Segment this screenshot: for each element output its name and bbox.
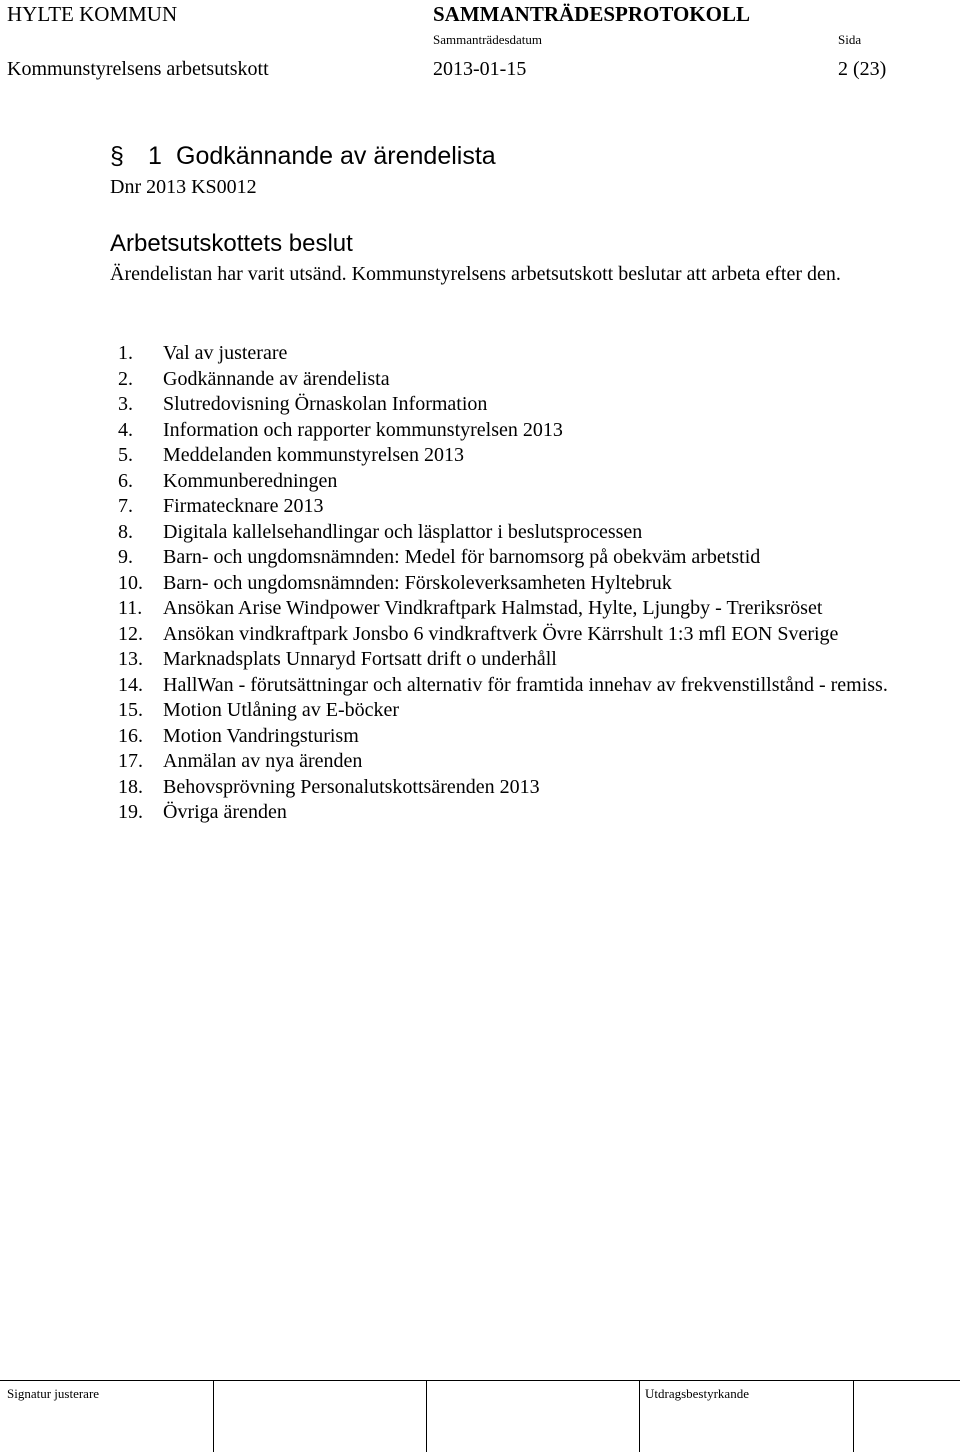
agenda-item-text: Övriga ärenden bbox=[163, 801, 287, 823]
agenda-item-text: HallWan - förutsättningar och alternativ för framtida innehav av frekvenstillstånd - remiss. bbox=[163, 673, 888, 696]
page-label: Sida bbox=[838, 32, 862, 47]
footer-cell-divider bbox=[853, 1380, 854, 1452]
agenda-item-text: Information och rapporter kommunstyrelsen 2013 bbox=[163, 418, 563, 441]
agenda-item-number: 19. bbox=[118, 801, 143, 823]
agenda-item bbox=[118, 520, 918, 546]
agenda-list bbox=[118, 341, 918, 826]
agenda-item bbox=[118, 647, 918, 673]
agenda-item-number: 1. bbox=[118, 342, 133, 364]
agenda-item-number: 5. bbox=[118, 444, 133, 466]
agenda-item bbox=[118, 469, 918, 495]
agenda-item bbox=[118, 775, 918, 801]
agenda-item bbox=[118, 698, 918, 724]
agenda-item bbox=[118, 571, 918, 597]
agenda-item-text: Barn- och ungdomsnämnden: Medel för barnomsorg på obekväm arbetstid bbox=[163, 546, 761, 568]
page-number: 2 (23) bbox=[838, 58, 887, 80]
agenda-item bbox=[118, 392, 918, 418]
agenda-item-number: 15. bbox=[118, 699, 143, 721]
agenda-item-text: Digitala kallelsehandlingar och läsplattor i beslutsprocessen bbox=[163, 520, 643, 543]
meeting-date: 2013-01-15 bbox=[433, 58, 527, 80]
agenda-item bbox=[118, 341, 918, 367]
agenda-item-number: 8. bbox=[118, 520, 133, 543]
committee-name: Kommunstyrelsens arbetsutskott bbox=[7, 58, 269, 80]
extract-certification-label: Utdragsbestyrkande bbox=[645, 1386, 749, 1401]
agenda-item bbox=[118, 494, 918, 520]
agenda-item-number: 16. bbox=[118, 724, 143, 747]
agenda-item-number: 7. bbox=[118, 495, 133, 517]
agenda-item-number: 13. bbox=[118, 648, 143, 670]
agenda-item-text: Marknadsplats Unnaryd Fortsatt drift o underhåll bbox=[163, 648, 557, 670]
agenda-item-number: 17. bbox=[118, 750, 143, 772]
decision-text: Ärendelistan har varit utsänd. Kommunstyrelsens arbetsutskott beslutar att arbeta efter den. bbox=[110, 263, 841, 285]
agenda-item-text: Firmatecknare 2013 bbox=[163, 495, 324, 517]
agenda-item-text: Anmälan av nya ärenden bbox=[163, 750, 363, 772]
agenda-item-text: Meddelanden kommunstyrelsen 2013 bbox=[163, 444, 465, 466]
agenda-item-number: 2. bbox=[118, 367, 133, 390]
section-title: Godkännande av ärendelista bbox=[176, 142, 496, 170]
document-title: SAMMANTRÄDESPROTOKOLL bbox=[433, 2, 750, 26]
agenda-item-text: Ansökan Arise Windpower Vindkraftpark Halmstad, Hylte, Ljungby - Treriksröset bbox=[163, 597, 823, 619]
footer-cell-divider bbox=[639, 1380, 640, 1452]
agenda-item-text: Barn- och ungdomsnämnden: Förskoleverksamheten Hyltebruk bbox=[163, 571, 672, 594]
agenda-item bbox=[118, 596, 918, 622]
agenda-item bbox=[118, 724, 918, 750]
agenda-item-number: 14. bbox=[118, 673, 143, 696]
agenda-item-text: Slutredovisning Örnaskolan Information bbox=[163, 393, 488, 415]
agenda-item-number: 18. bbox=[118, 775, 143, 798]
agenda-item-number: 4. bbox=[118, 418, 133, 441]
agenda-item-number: 3. bbox=[118, 393, 133, 415]
organization-name: HYLTE KOMMUN bbox=[7, 2, 178, 26]
agenda-item bbox=[118, 443, 918, 469]
agenda-item bbox=[118, 418, 918, 444]
agenda-item bbox=[118, 622, 918, 648]
footer-cell-divider bbox=[213, 1380, 214, 1452]
agenda-item-number: 12. bbox=[118, 622, 143, 645]
footer-cell-divider bbox=[426, 1380, 427, 1452]
section-heading bbox=[110, 142, 496, 171]
agenda-item-text: Behovsprövning Personalutskottsärenden 2013 bbox=[163, 775, 540, 798]
agenda-item-number: 11. bbox=[118, 597, 143, 619]
agenda-item-text: Motion Utlåning av E-böcker bbox=[163, 699, 400, 721]
registration-number: Dnr 2013 KS0012 bbox=[110, 176, 257, 198]
agenda-item bbox=[118, 545, 918, 571]
meeting-date-label: Sammanträdesdatum bbox=[433, 32, 543, 47]
signature-label: Signatur justerare bbox=[7, 1386, 100, 1401]
agenda-item-text: Val av justerare bbox=[163, 342, 288, 364]
section-number: 1 bbox=[148, 142, 162, 170]
agenda-item bbox=[118, 367, 918, 393]
agenda-item-text: Motion Vandringsturism bbox=[163, 724, 359, 747]
agenda-item-text: Ansökan vindkraftpark Jonsbo 6 vindkraftverk Övre Kärrshult 1:3 mfl EON Sverige bbox=[163, 622, 839, 645]
agenda-item-number: 9. bbox=[118, 546, 133, 568]
agenda-item-number: 10. bbox=[118, 571, 143, 594]
agenda-item bbox=[118, 749, 918, 775]
agenda-item bbox=[118, 673, 918, 699]
agenda-item-text: Kommunberedningen bbox=[163, 469, 338, 492]
agenda-item bbox=[118, 800, 918, 826]
paragraph-symbol: § bbox=[110, 142, 124, 170]
agenda-item-number: 6. bbox=[118, 469, 133, 492]
footer-divider bbox=[0, 1380, 960, 1381]
agenda-item-text: Godkännande av ärendelista bbox=[163, 367, 390, 390]
decision-heading: Arbetsutskottets beslut bbox=[110, 230, 353, 257]
